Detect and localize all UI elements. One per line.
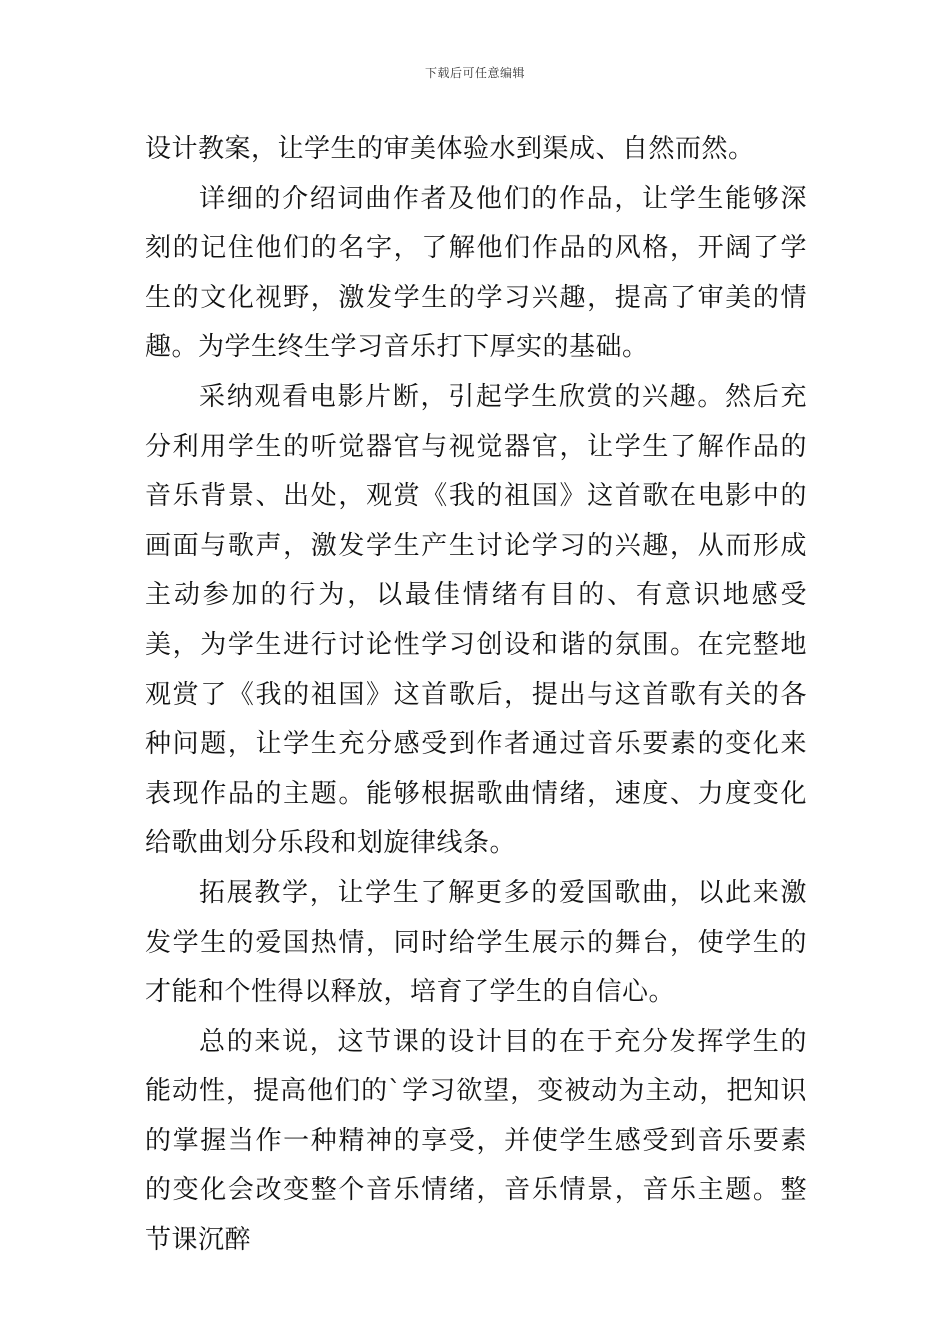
paragraph-composer-intro: 详细的介绍词曲作者及他们的作品，让学生能够深刻的记住他们的名字，了解他们作品的风格，开阔了学生的文化视野，激发学生的学习兴趣，提高了审美的情趣。为学生终生学习音乐打下厚实的基础。 xyxy=(145,183,807,363)
page-header: 下载后可任意编辑 xyxy=(424,66,525,80)
document-body xyxy=(145,125,807,1266)
paragraph-continuation: 设计教案，让学生的审美体验水到渠成、自然而然。 xyxy=(145,134,755,164)
paragraph-film-viewing: 采纳观看电影片断，引起学生欣赏的兴趣。然后充分利用学生的听觉器官与视觉器官，让学生了解作品的音乐背景、出处，观赏《我的祖国》这首歌在电影中的画面与歌声，激发学生产生讨论学习的兴趣，从而形成主动参加的行为，以最佳情绪有目的、有意识地感受美，为学生进行讨论性学习创设和谐的氛围。在完整地观赏了《我的祖国》这首歌后，提出与这首歌有关的各种问题，让学生充分感受到作者通过音乐要素的变化来表现作品的主题。能够根据歌曲情绪，速度、力度变化给歌曲划分乐段和划旋律线条。 xyxy=(145,381,807,859)
paragraph-summary: 总的来说，这节课的设计目的在于充分发挥学生的能动性，提高他们的`学习欲望，变被动为主动，把知识的掌握当作一种精神的享受，并使学生感受到音乐要素的变化会改变整个音乐情绪，音乐情景，音乐主题。整节课沉醉 xyxy=(145,1026,807,1256)
paragraph-extension-teaching: 拓展教学，让学生了解更多的爱国歌曲，以此来激发学生的爱国热情，同时给学生展示的舞台，使学生的才能和个性得以释放，培育了学生的自信心。 xyxy=(145,877,807,1008)
